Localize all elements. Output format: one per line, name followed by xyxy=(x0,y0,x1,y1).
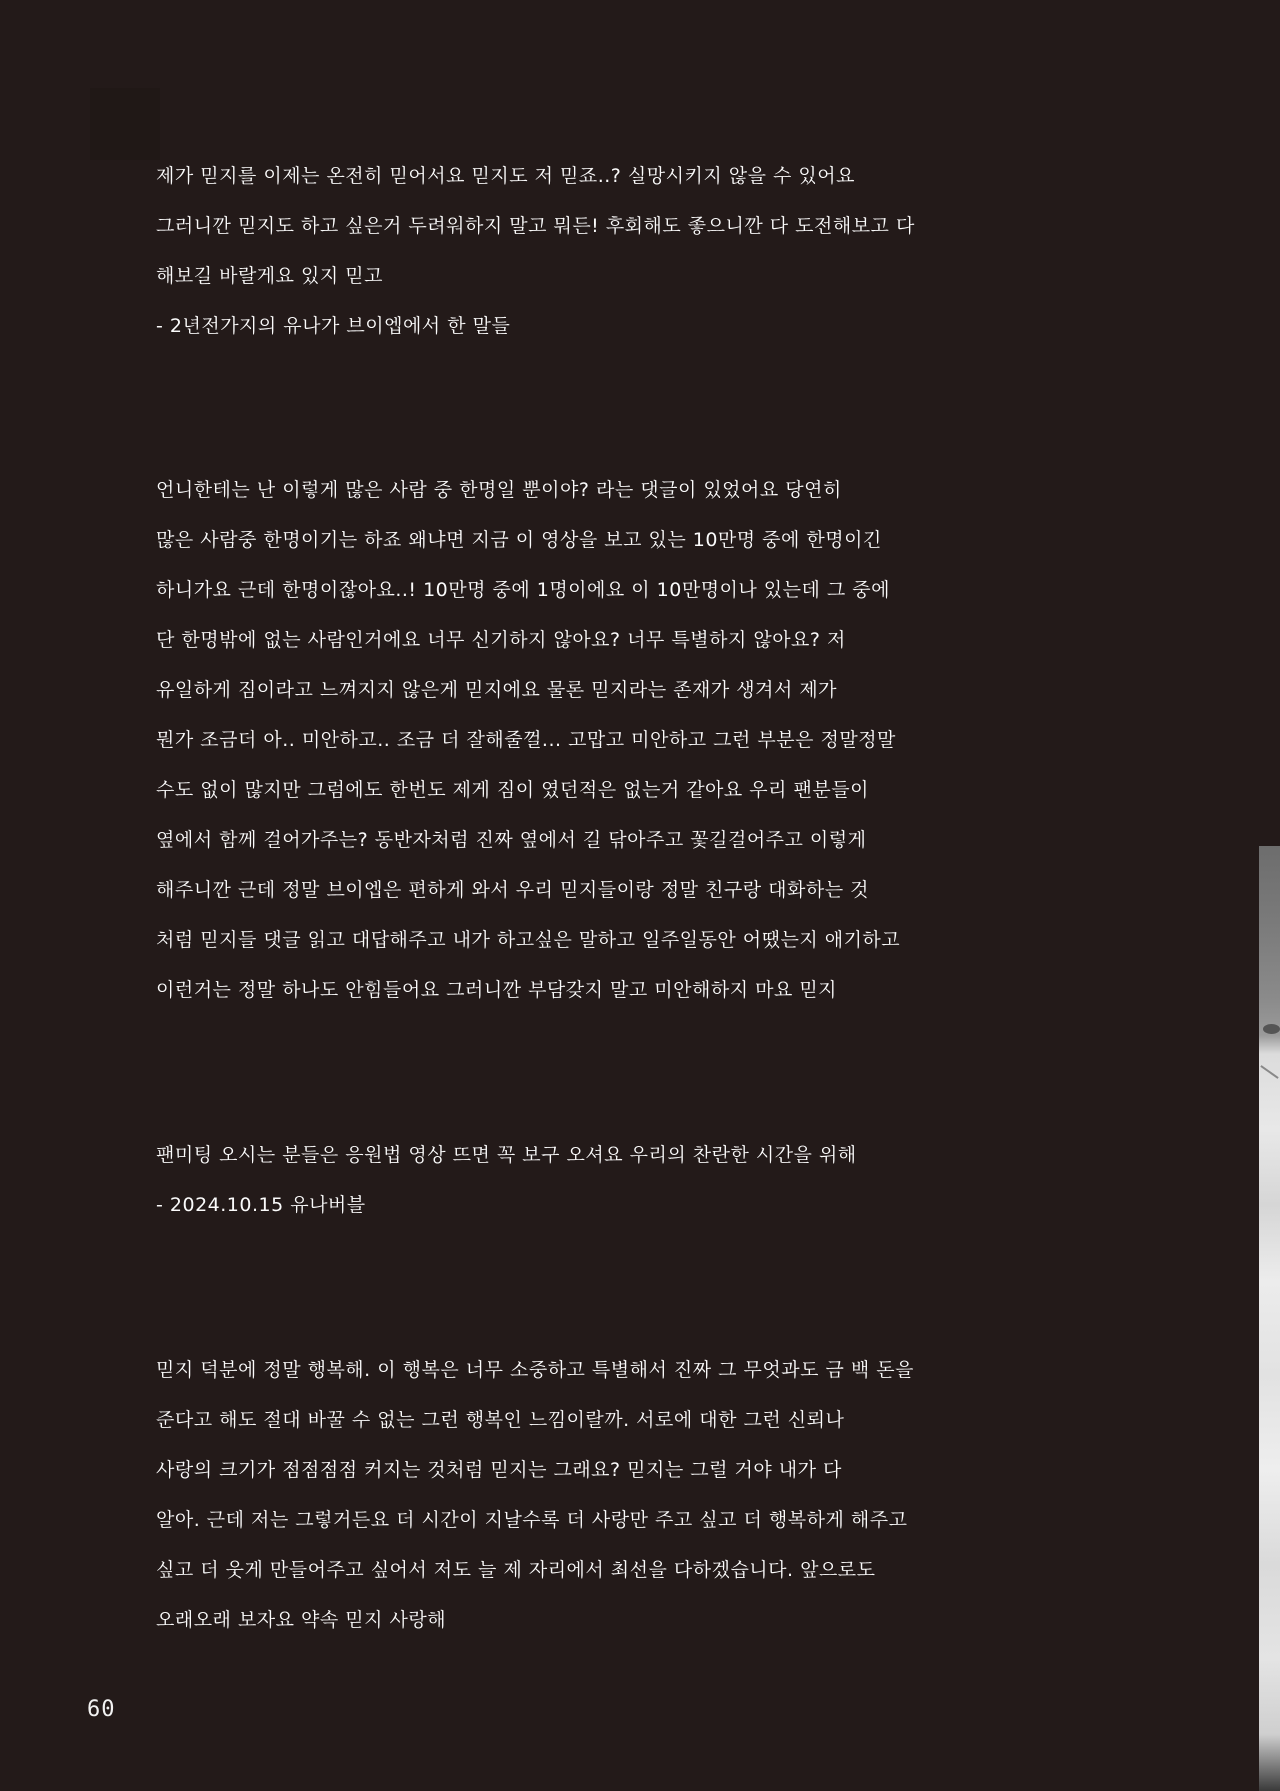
text-line: 믿지 덕분에 정말 행복해. 이 행복은 너무 소중하고 특별해서 진짜 그 무엇과도 금 백 돈을 xyxy=(156,1359,914,1381)
paragraph-thanks-message xyxy=(156,1345,916,1645)
text-line: 싶고 더 웃게 만들어주고 싶어서 저도 늘 제 자리에서 최선을 다하겠습니다. 앞으로도 xyxy=(156,1559,876,1581)
page-number: 60 xyxy=(87,1697,116,1722)
text-line: 사랑의 크기가 점점점점 커지는 것처럼 믿지는 그래요? 믿지는 그럴 거야 내가 다 xyxy=(156,1459,842,1481)
text-line: 해보길 바랄게요 있지 믿고 xyxy=(156,265,384,287)
paragraph-fans-message xyxy=(156,465,916,1015)
text-line: 유일하게 짐이라고 느껴지지 않은게 믿지에요 물론 믿지라는 존재가 생겨서 제가 xyxy=(156,679,838,701)
text-line: 하니가요 근데 한명이잖아요..! 10만명 중에 1명이에요 이 10만명이나 있는데 그 중에 xyxy=(156,579,891,601)
text-line: 그러니깐 믿지도 하고 싶은거 두려워하지 말고 뭐든! 후회해도 좋으니깐 다 도전해보고 다 xyxy=(156,215,915,237)
text-line: 해주니깐 근데 정말 브이엡은 편하게 와서 우리 믿지들이랑 정말 친구랑 대화하는 것 xyxy=(156,879,869,901)
text-line: 준다고 해도 절대 바꿀 수 없는 그런 행복인 느낌이랄까. 서로에 대한 그런 신뢰나 xyxy=(156,1409,845,1431)
text-line: 알아. 근데 저는 그렇거든요 더 시간이 지날수록 더 사랑만 주고 싶고 더 행복하게 해주고 xyxy=(156,1509,908,1531)
text-line: 뭔가 조금더 아.. 미안하고.. 조금 더 잘해줄껄... 고맙고 미안하고 그런 부분은 정말정말 xyxy=(156,729,896,751)
text-line: 언니한테는 난 이렇게 많은 사람 중 한명일 뿐이야? 라는 댓글이 있었어요 당연히 xyxy=(156,479,842,501)
text-line: 이런거는 정말 하나도 안힘들어요 그러니깐 부담갖지 말고 미안해하지 마요 믿지 xyxy=(156,979,838,1001)
text-line: 오래오래 보자요 약속 믿지 사랑해 xyxy=(156,1609,447,1631)
text-line: 단 한명밖에 없는 사람인거에요 너무 신기하지 않아요? 너무 특별하지 않아요? 저 xyxy=(156,629,846,651)
paragraph-vlive-quote xyxy=(156,151,916,351)
text-line: 옆에서 함께 걸어가주는? 동반자처럼 진짜 옆에서 길 닦아주고 꽃길걸어주고 이렇게 xyxy=(156,829,867,851)
quote-attribution: - 2024.10.15 유나버블 xyxy=(156,1194,366,1216)
text-line: 팬미팅 오시는 분들은 응원법 영상 뜨면 꼭 보구 오셔요 우리의 찬란한 시간을 위해 xyxy=(156,1144,857,1166)
faint-decorative-box xyxy=(90,88,160,160)
photo-edge-image xyxy=(1259,846,1280,1791)
text-line: 수도 없이 많지만 그럼에도 한번도 제게 짐이 였던적은 없는거 같아요 우리 팬분들이 xyxy=(156,779,869,801)
text-line: 처럼 믿지들 댓글 읽고 대답해주고 내가 하고싶은 말하고 일주일동안 어땠는지 애기하고 xyxy=(156,929,901,951)
paragraph-fanmeeting-note xyxy=(156,1130,916,1230)
text-line: 제가 믿지를 이제는 온전히 믿어서요 믿지도 저 믿죠..? 실망시키지 않을 수 있어요 xyxy=(156,165,855,187)
quote-attribution: - 2년전가지의 유나가 브이엡에서 한 말들 xyxy=(156,315,511,337)
text-line: 많은 사람중 한명이기는 하죠 왜냐면 지금 이 영상을 보고 있는 10만명 중에 한명이긴 xyxy=(156,529,882,551)
